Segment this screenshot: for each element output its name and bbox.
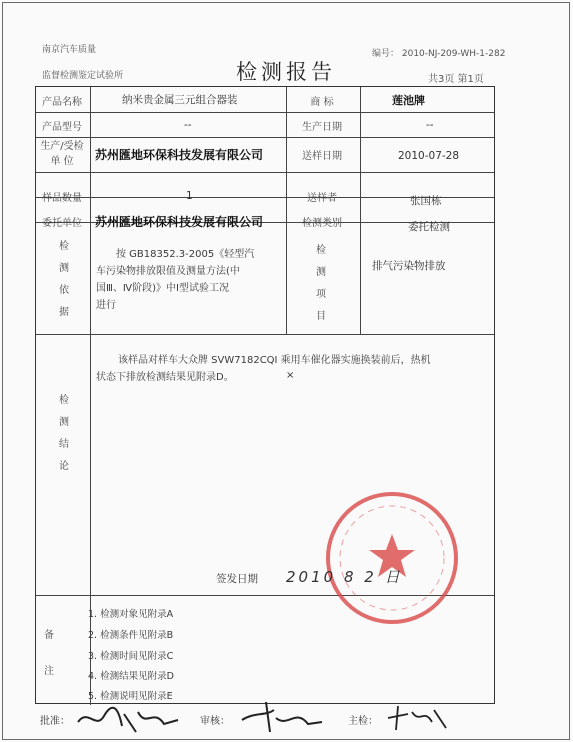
inspect-label: 主检： [348, 716, 378, 727]
trademark-label: 商 标 [310, 97, 334, 108]
conclusion-label: 检 测 结 论 [59, 395, 69, 472]
reviewer-signature-icon [236, 698, 326, 736]
approver-signature-icon [74, 702, 184, 736]
inspector-signature-icon [384, 702, 454, 734]
note-item-1: 1. 检测对象见附录A [88, 609, 174, 620]
note-item-4: 4. 检测结果见附录D [88, 671, 174, 682]
issue-date-label: 签发日期 [216, 573, 258, 585]
note-item-5: 5. 检测说明见附录E [88, 691, 173, 702]
report-title: 检测报告 [236, 60, 336, 84]
notes-label: 备 注 [44, 630, 54, 677]
production-date-value: -- [426, 119, 434, 131]
page-info: 共3页 第1页 [428, 74, 484, 85]
producer-value: 苏州匯地环保科技发展有限公司 [95, 148, 264, 162]
model-label: 产品型号 [42, 122, 82, 133]
sender-value: 张国栋 [410, 195, 442, 207]
client-value: 苏州匯地环保科技发展有限公司 [95, 215, 264, 229]
items-value: 排气污染物排放 [372, 260, 446, 272]
review-label: 审核： [200, 716, 230, 727]
note-item-2: 2. 检测条件见附录B [88, 630, 174, 641]
sample-date-label: 送样日期 [302, 151, 342, 162]
product-name-value: 纳米贵金属三元组合器装 [122, 94, 238, 106]
conclusion-text: 该样品对样车大众牌 SVW7182CQI 乘用车催化器实施换装前后，热机 状态下排放检测结果见附录D。 [96, 355, 431, 383]
org-line-1: 南京汽车质量 [42, 45, 97, 55]
test-type-label: 检测类别 [302, 218, 342, 229]
report-number: 编号： 2010-NJ-209-WH-1-282 [372, 49, 506, 59]
sample-date-value: 2010-07-28 [398, 150, 460, 162]
trademark-value: 莲池牌 [392, 94, 425, 107]
model-value: -- [184, 119, 192, 131]
producer-label: 生产/受检 单 位 [40, 141, 84, 167]
basis-text: 按 GB18352.3-2005《轻型汽 车污染物排放限值及测量方法(中 国Ⅲ、Ⅳ阶段)》中Ⅰ型试验工况 进行 [96, 249, 255, 311]
test-type-value: 委托检测 [408, 221, 450, 233]
basis-label: 检 测 依 据 [59, 241, 69, 318]
sample-qty-label: 样品数量 [42, 193, 82, 204]
issue-date-value: 2010 8 2 日 [286, 568, 403, 586]
items-label: 检 测 项 目 [316, 245, 326, 322]
stray-mark: × [286, 370, 295, 381]
client-label: 委托单位 [42, 218, 82, 229]
product-name-label: 产品名称 [42, 97, 82, 108]
note-item-3: 3. 检测时间见附录C [88, 651, 174, 662]
official-seal-icon [322, 488, 462, 628]
sender-label: 送样者 [307, 193, 337, 204]
sample-qty-value: 1 [186, 190, 193, 202]
org-line-2: 监督检测鉴定试验所 [42, 71, 124, 81]
approve-label: 批准： [40, 716, 70, 727]
production-date-label: 生产日期 [302, 122, 342, 133]
